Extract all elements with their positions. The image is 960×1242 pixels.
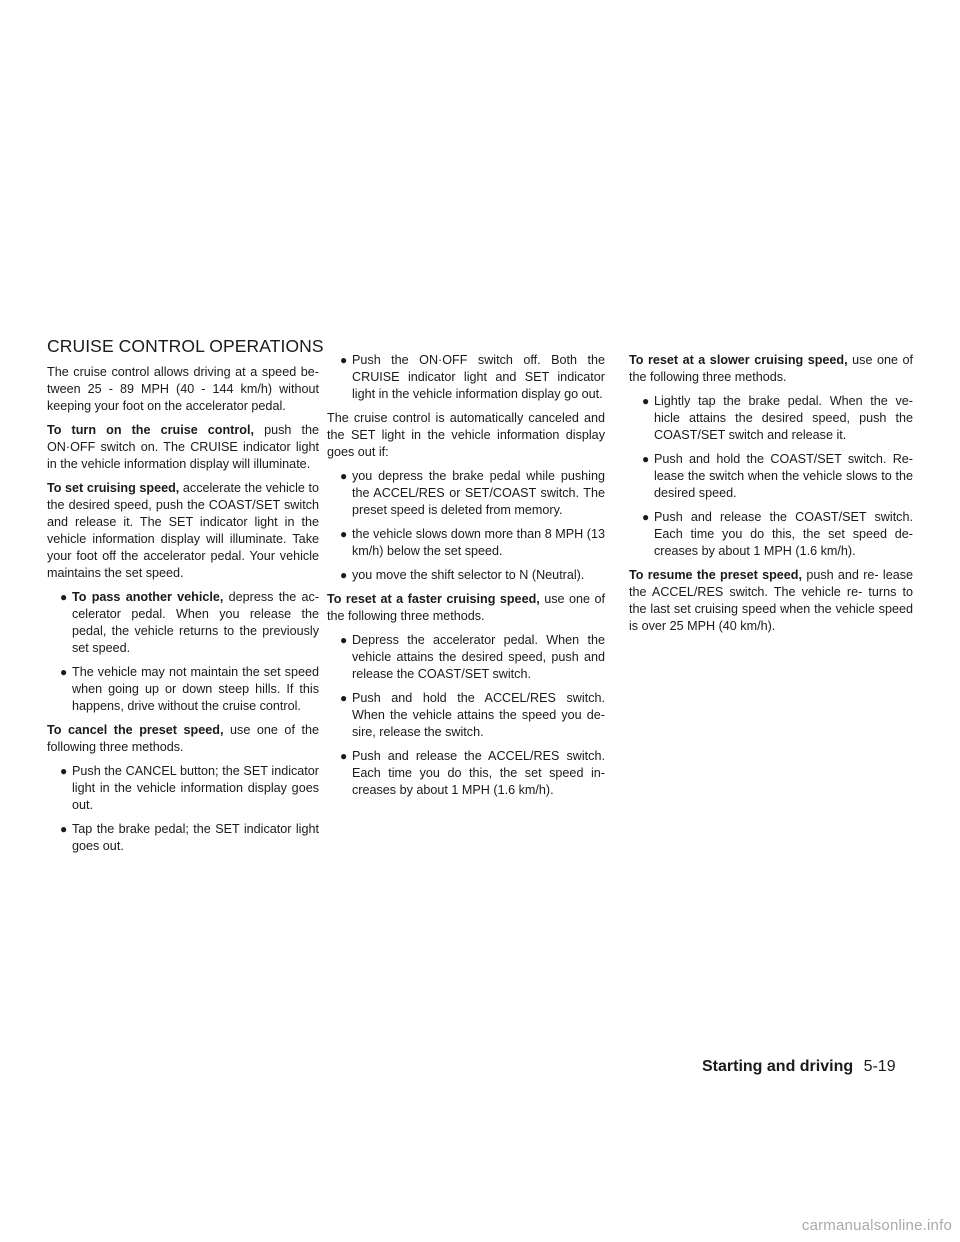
bullet-lead: To pass another vehicle, (72, 590, 224, 604)
footer-section-title: Starting and driving (702, 1058, 854, 1075)
resume-text: push and re- lease the ACCEL/RES switch. The vehicle re- turns to the last set cruising speed when the vehicle speed is over 25 MPH (40 km/h). (629, 568, 914, 633)
bullet-text: Push and release the ACCEL/RES switch. Each time you do this, the set speed in- creases by about 1 MPH (1.6 km/h). (352, 749, 605, 797)
set-speed-paragraph (47, 480, 319, 582)
bullet-icon: ● (60, 665, 68, 679)
list-item (327, 690, 605, 741)
bullet-icon: ● (340, 527, 348, 541)
faster-text: use one of the following three methods. (327, 592, 606, 623)
list-item (327, 567, 605, 584)
cancel-text: use one of the following three methods. (47, 723, 319, 754)
bullet-text: Push and hold the COAST/SET switch. Re- lease the switch when the vehicle slows to the desired speed. (654, 452, 913, 500)
turn-on-text: push the ON·OFF switch on. The CRUISE indicator light in the vehicle information display will illuminate. (47, 423, 320, 471)
slower-lead: To reset at a slower cruising speed, (629, 353, 848, 367)
list-item (629, 451, 913, 502)
bullet-icon: ● (340, 633, 348, 647)
bullet-icon: ● (60, 822, 68, 836)
column-3 (629, 352, 913, 642)
list-item (327, 632, 605, 683)
bullet-text: Depress the accelerator pedal. When the vehicle attains the desired speed, push and release the COAST/SET switch. (352, 633, 605, 681)
bullet-icon: ● (642, 510, 650, 524)
intro-paragraph: The cruise control allows driving at a speed be- tween 25 - 89 MPH (40 - 144 km/h) without keeping your foot on the accelerator pedal. (47, 365, 319, 413)
faster-paragraph (327, 591, 605, 625)
cancel-paragraph (47, 722, 319, 756)
slower-text: use one of the following three methods. (629, 353, 913, 384)
bullet-icon: ● (60, 764, 68, 778)
bullet-icon: ● (340, 568, 348, 582)
slower-bullets (629, 393, 913, 560)
bullet-text: Lightly tap the brake pedal. When the ve- hicle attains the desired speed, push the COAST/SET switch and release it. (654, 394, 913, 442)
bullet-icon: ● (642, 394, 650, 408)
column-1 (47, 364, 319, 862)
turn-on-paragraph (47, 422, 319, 473)
set-speed-lead: To set cruising speed, (47, 481, 180, 495)
bullet-icon: ● (60, 590, 68, 604)
set-speed-bullets (47, 589, 319, 715)
page-number: 5-19 (863, 1058, 896, 1075)
faster-bullets (327, 632, 605, 799)
page-heading: CRUISE CONTROL OPERATIONS (47, 336, 324, 356)
list-item (327, 352, 605, 403)
cancel-bullets (47, 763, 319, 855)
bullet-text: Push and release the COAST/SET switch. Each time you do this, the set speed de- creases by about 1 MPH (1.6 km/h). (654, 510, 913, 558)
list-item (327, 748, 605, 799)
bullet-text: Push the CANCEL button; the SET indicator light in the vehicle information display goes out. (72, 764, 319, 812)
watermark: carmanualsonline.info (801, 1217, 952, 1234)
faster-lead: To reset at a faster cruising speed, (327, 592, 540, 606)
bullet-text: you depress the brake pedal while pushing the ACCEL/RES or SET/COAST switch. The preset speed is deleted from memory. (352, 469, 605, 517)
list-item (629, 509, 913, 560)
bullet-icon: ● (340, 749, 348, 763)
bullet-icon: ● (340, 469, 348, 483)
bullet-text: Tap the brake pedal; the SET indicator light goes out. (72, 822, 319, 853)
auto-cancel-paragraph: The cruise control is automatically canceled and the SET light in the vehicle information display goes out if: (327, 411, 605, 459)
resume-paragraph (629, 567, 913, 635)
list-item (47, 664, 319, 715)
resume-lead: To resume the preset speed, (629, 568, 803, 582)
bullet-icon: ● (340, 353, 348, 367)
bullet-text: you move the shift selector to N (Neutral). (352, 568, 585, 582)
cancel-lead: To cancel the preset speed, (47, 723, 224, 737)
slower-paragraph (629, 352, 913, 386)
bullet-text: Push and hold the ACCEL/RES switch. When the vehicle attains the speed you de- sire, release the switch. (352, 691, 605, 739)
column-2 (327, 352, 605, 806)
list-item (327, 526, 605, 560)
bullet-icon: ● (642, 452, 650, 466)
auto-cancel-bullets (327, 468, 605, 584)
bullet-text: Push the ON·OFF switch off. Both the CRUISE indicator light and SET indicator light in the vehicle information display go out. (352, 353, 605, 401)
switch-off-bullets (327, 352, 605, 403)
bullet-text: the vehicle slows down more than 8 MPH (13 km/h) below the set speed. (352, 527, 605, 558)
page-footer (702, 1058, 918, 1076)
list-item (327, 468, 605, 519)
list-item (47, 763, 319, 814)
bullet-icon: ● (340, 691, 348, 705)
set-speed-text: accelerate the vehicle to the desired speed, push the COAST/SET switch and release it. The SET indicator light in the vehicle information display will illuminate. Take your foot off the accelerator pedal. Your vehicle maintains the set speed. (47, 481, 319, 580)
list-item (47, 821, 319, 855)
list-item (629, 393, 913, 444)
list-item (47, 589, 319, 657)
bullet-text: The vehicle may not maintain the set speed when going up or down steep hills. If this happens, drive without the cruise control. (72, 665, 319, 713)
bullet-text: depress the ac- celerator pedal. When you release the pedal, the vehicle returns to the previously set speed. (72, 590, 320, 655)
turn-on-lead: To turn on the cruise control, (47, 423, 254, 437)
